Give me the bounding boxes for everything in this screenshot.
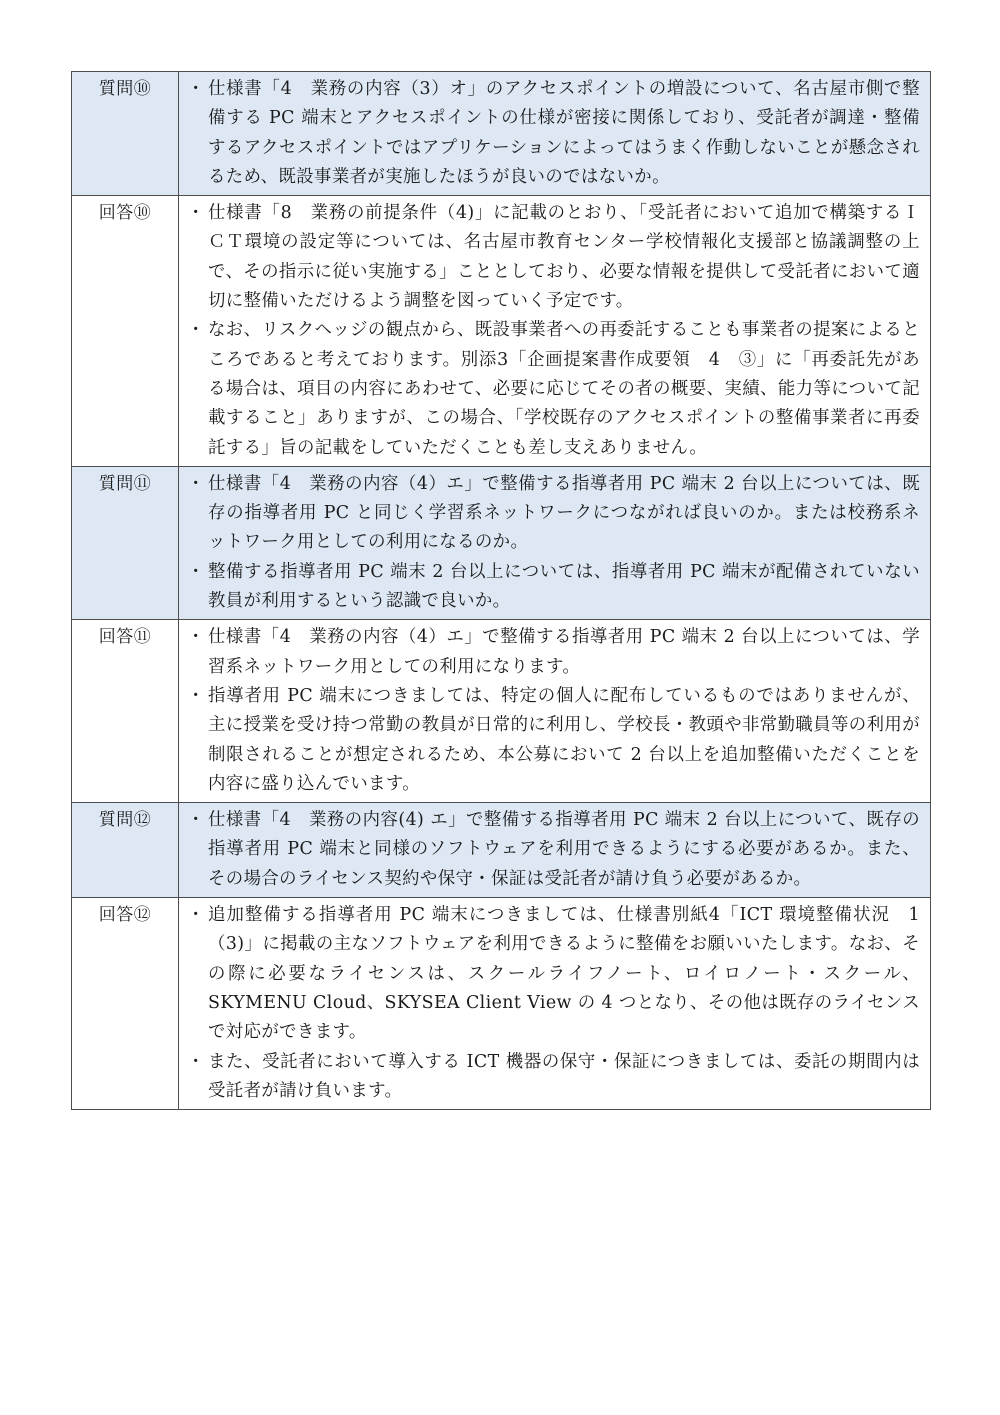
bullet-item: ・ 仕様書「4 業務の内容(4) エ」で整備する指導者用 PC 端末 2 台以上について、既存の指導者用 PC 端末と同様のソフトウェアを利用できるようにする必要があるか。また、その場合のライセンス契約や保守・保証は受託者が請け負う必要があるか。 bbox=[191, 806, 920, 894]
row-label-cell bbox=[72, 620, 179, 803]
row-label-cell bbox=[72, 72, 179, 196]
row-label-cell bbox=[72, 196, 179, 467]
row-label: 回答⑫ bbox=[98, 905, 152, 926]
question-row-12 bbox=[72, 803, 931, 898]
question-row-11 bbox=[72, 466, 931, 619]
row-label-cell bbox=[72, 466, 179, 619]
row-label-cell bbox=[72, 803, 179, 898]
bullet-item: ・ なお、リスクヘッジの観点から、既設事業者への再委託することも事業者の提案によるところであると考えております。別添3「企画提案書作成要領 4 ③」に「再委託先がある場合は、項目の内容にあわせて、必要に応じてその者の概要、実績、能力等について記載すること」ありますが、この場合、「学校既存のアクセスポイントの整備事業者に再委託する」旨の記載をしていただくことも差し支えありません。 bbox=[191, 316, 920, 462]
row-body-cell bbox=[179, 898, 931, 1110]
bullet-item: ・ 指導者用 PC 端末につきましては、特定の個人に配布しているものではありませんが、主に授業を受け持つ常勤の教員が日常的に利用し、学校長・教頭や非常勤職員等の利用が制限されることが想定されるため、本公募において 2 台以上を追加整備いただくことを内容に盛り込んでいます。 bbox=[191, 682, 920, 799]
qa-table bbox=[71, 71, 931, 1110]
answer-row-11 bbox=[72, 620, 931, 803]
question-row-10 bbox=[72, 72, 931, 196]
bullet-item: ・ 仕様書「4 業務の内容（3）オ」のアクセスポイントの増設について、名古屋市側で整備する PC 端末とアクセスポイントの仕様が密接に関係しており、受託者が調達・整備するアクセスポイントではアプリケーションによってはうまく作動しないことが懸念されるため、既設事業者が実施したほうが良いのではないか。 bbox=[191, 75, 920, 192]
row-body-cell bbox=[179, 803, 931, 898]
bullet-item: ・ 仕様書「8 業務の前提条件（4)」に記載のとおり、「受託者において追加で構築するＩＣＴ環境の設定等については、名古屋市教育センター学校情報化支援部と協議調整の上で、その指示に従い実施する」こととしており、必要な情報を提供して受託者において適切に整備いただけるよう調整を図っていく予定です。 bbox=[191, 199, 920, 316]
answer-row-10 bbox=[72, 196, 931, 467]
row-label-cell bbox=[72, 898, 179, 1110]
row-label: 質問⑩ bbox=[98, 79, 152, 99]
bullet-item: ・ また、受託者において導入する ICT 機器の保守・保証につきましては、委託の期間内は受託者が請け負います。 bbox=[191, 1048, 920, 1107]
bullet-item: ・ 追加整備する指導者用 PC 端末につきましては、仕様書別紙4「ICT 環境整備状況 1（3)」に掲載の主なソフトウェアを利用できるように整備をお願いいたします。なお、その際に必要なライセンスは、スクールライフノート、ロイロノート・スクール、SKYMENU Cloud、SKYSEA Client View の 4 つとなり、その他は既存のライセンスで対応ができます。 bbox=[191, 901, 920, 1047]
answer-row-12 bbox=[72, 898, 931, 1110]
row-label: 回答⑪ bbox=[98, 627, 152, 648]
row-label: 質問⑫ bbox=[98, 810, 152, 831]
bullet-item: ・ 仕様書「4 業務の内容（4）エ」で整備する指導者用 PC 端末 2 台以上については、既存の指導者用 PC と同じく学習系ネットワークにつながれば良いのか。または校務系ネットワーク用としての利用になるのか。 bbox=[191, 470, 920, 558]
row-body-cell bbox=[179, 466, 931, 619]
row-body-cell bbox=[179, 620, 931, 803]
row-body-cell bbox=[179, 72, 931, 196]
bullet-item: ・ 整備する指導者用 PC 端末 2 台以上については、指導者用 PC 端末が配備されていない教員が利用するという認識で良いか。 bbox=[191, 558, 920, 617]
row-label: 質問⑪ bbox=[98, 473, 152, 494]
row-body-cell bbox=[179, 196, 931, 467]
row-label: 回答⑩ bbox=[98, 203, 152, 224]
bullet-item: ・ 仕様書「4 業務の内容（4）エ」で整備する指導者用 PC 端末 2 台以上については、学習系ネットワーク用としての利用になります。 bbox=[191, 623, 920, 682]
